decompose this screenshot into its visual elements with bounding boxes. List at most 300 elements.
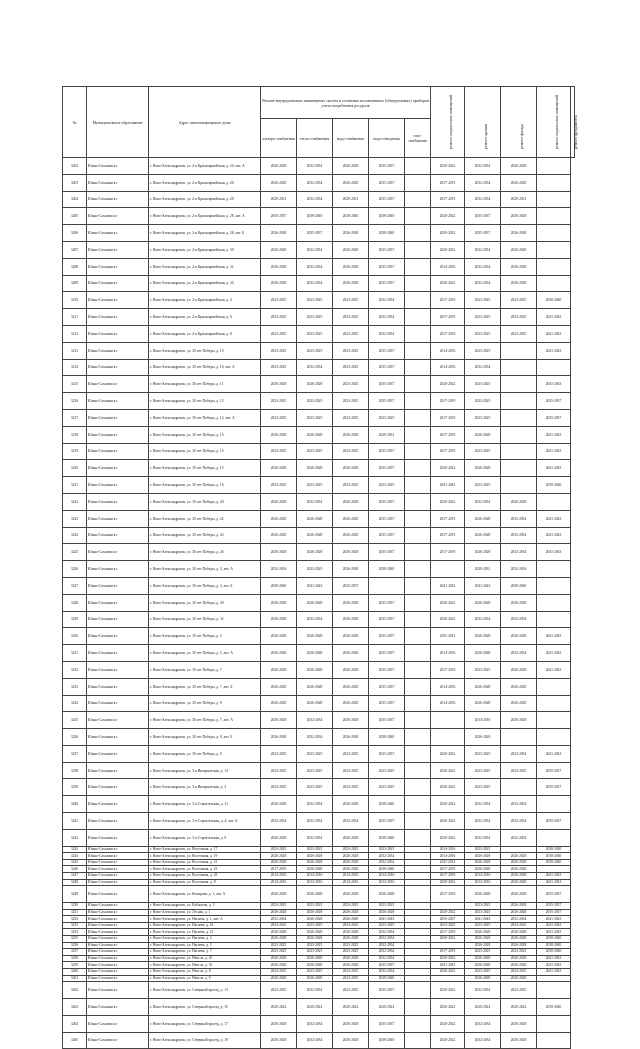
period-electro: 2026-2028	[261, 859, 297, 866]
row-address: г. Ново-Александровск, ул. 2-я Красноармейская, д. 34	[149, 275, 261, 292]
row-number: 3254	[63, 929, 87, 936]
period-gas	[405, 879, 431, 886]
period-water: 2023-2025	[333, 409, 369, 426]
period-facade: 2023-2025	[501, 922, 537, 929]
row-number: 3222	[63, 493, 87, 510]
table-row	[63, 561, 575, 578]
period-roof: 2026-2028	[465, 975, 501, 982]
period-foundation	[431, 975, 465, 982]
period-electro: 2023-2025	[261, 745, 297, 762]
period-water: 2026-2028	[333, 544, 369, 561]
table-row	[63, 873, 575, 880]
period-electro: 2026-2028	[261, 729, 297, 746]
period-foundation: 2017-2019	[431, 949, 465, 956]
row-address: г. Ново-Александровск, ул. Неисла, д. 9	[149, 975, 261, 982]
period-foundation: 2020-2022	[431, 813, 465, 830]
row-municipality: Южно-Сахалинск г	[87, 225, 149, 242]
period-roof: 2026-2028	[465, 695, 501, 712]
period-roof: 2026-2028	[465, 886, 501, 903]
period-foundation	[431, 729, 465, 746]
row-municipality: Южно-Сахалинск г	[87, 611, 149, 628]
table-row	[63, 191, 575, 208]
period-heat: 2023-2025	[297, 846, 333, 853]
table-row	[63, 275, 575, 292]
period-heat: 2023-2025	[297, 477, 333, 494]
period-electro: 2023-2025	[261, 968, 297, 975]
row-number: 3204	[63, 191, 87, 208]
period-roof: 2014-2016	[465, 712, 501, 729]
row-number: 3241	[63, 813, 87, 830]
table-row	[63, 886, 575, 903]
period-heat: 2023-2025	[297, 779, 333, 796]
table-row	[63, 258, 575, 275]
period-fund: 2041-2043	[537, 922, 571, 929]
row-address: г. Ново-Александровск, ул. Нагаева, д. 7	[149, 949, 261, 956]
period-sewer: 2035-2037	[369, 628, 405, 645]
period-facade	[501, 460, 537, 477]
row-municipality: Южно-Сахалинск г	[87, 813, 149, 830]
period-water: 2026-2028	[333, 866, 369, 873]
row-municipality: Южно-Сахалинск г	[87, 1032, 149, 1049]
row-municipality: Южно-Сахалинск г	[87, 949, 149, 956]
table-row	[63, 942, 575, 949]
row-municipality: Южно-Сахалинск г	[87, 829, 149, 846]
table-row	[63, 962, 575, 969]
period-foundation: 2011-2013	[431, 628, 465, 645]
period-fund: 2041-2043	[537, 342, 571, 359]
period-roof: 2026-2028	[465, 645, 501, 662]
col-header-facade: ремонт фасада	[501, 87, 537, 158]
row-number: 3236	[63, 729, 87, 746]
period-foundation: 2041-2043	[431, 477, 465, 494]
period-heat: 2032-2034	[297, 611, 333, 628]
period-water: 2023-2025	[333, 745, 369, 762]
table-row	[63, 174, 575, 191]
row-address: г. Ново-Александровск, ул. 3-я Строительная, д. 4, лит. А	[149, 813, 261, 830]
period-heat: 2026-2028	[297, 962, 333, 969]
period-gas	[405, 477, 431, 494]
period-electro: 2026-2028	[261, 645, 297, 662]
period-electro: 2023-2025	[261, 762, 297, 779]
period-water: 2023-2025	[333, 968, 369, 975]
period-sewer: 2035-2037	[369, 645, 405, 662]
row-number: 3262	[63, 982, 87, 999]
period-electro: 2026-2028	[261, 829, 297, 846]
row-number: 3203	[63, 174, 87, 191]
table-row	[63, 409, 575, 426]
period-electro: 2023-2025	[261, 949, 297, 956]
period-facade	[501, 779, 537, 796]
period-heat: 2026-2028	[297, 426, 333, 443]
row-municipality: Южно-Сахалинск г	[87, 628, 149, 645]
row-municipality: Южно-Сахалинск г	[87, 962, 149, 969]
period-gas	[405, 712, 431, 729]
table-row	[63, 342, 575, 359]
period-roof: 2041-2043	[465, 577, 501, 594]
col-header-water: водо-снабжения	[333, 119, 369, 158]
period-water: 2026-2028	[333, 955, 369, 962]
period-facade	[501, 426, 537, 443]
period-gas	[405, 158, 431, 175]
period-sewer	[369, 577, 405, 594]
row-number: 3264	[63, 1015, 87, 1032]
period-foundation: 2020-2022	[431, 998, 465, 1015]
period-gas	[405, 510, 431, 527]
period-fund	[537, 158, 571, 175]
period-fund	[537, 174, 571, 191]
period-roof: 2032-2034	[465, 1015, 501, 1032]
period-sewer: 2035-2037	[369, 695, 405, 712]
row-municipality: Южно-Сахалинск г	[87, 292, 149, 309]
period-sewer: 2032-2034	[369, 929, 405, 936]
row-municipality: Южно-Сахалинск г	[87, 661, 149, 678]
period-electro: 2032-2034	[261, 561, 297, 578]
period-heat: 2032-2034	[297, 1032, 333, 1049]
table-row	[63, 158, 575, 175]
period-electro: 2026-2028	[261, 376, 297, 393]
period-fund: 2038-2040	[537, 292, 571, 309]
table-row	[63, 982, 575, 999]
period-roof: 2032-2034	[465, 359, 501, 376]
table-row	[63, 903, 575, 910]
period-fund: 2041-2043	[537, 376, 571, 393]
period-heat: 2014-2016	[297, 879, 333, 886]
table-row	[63, 916, 575, 923]
row-address: г. Ново-Александровск, ул. 30 лет Победы, д. 9	[149, 695, 261, 712]
row-municipality: Южно-Сахалинск г	[87, 866, 149, 873]
col-header-basement: ремонт подвальных помещений	[537, 87, 571, 158]
period-roof: 2014-2016	[465, 879, 501, 886]
period-heat: 2023-2025	[297, 342, 333, 359]
period-sewer: 2035-2037	[369, 510, 405, 527]
period-foundation: 2020-2022	[431, 982, 465, 999]
period-water: 2023-2025	[333, 975, 369, 982]
row-municipality: Южно-Сахалинск г	[87, 909, 149, 916]
period-gas	[405, 661, 431, 678]
schedule-body	[63, 158, 575, 1049]
period-facade: 2026-2028	[501, 866, 537, 873]
period-roof: 2023-2025	[465, 376, 501, 393]
period-electro: 2017-2019	[261, 866, 297, 873]
row-address: г. Ново-Александровск, ул. Восточная, д. 17	[149, 846, 261, 853]
period-electro: 2026-2028	[261, 611, 297, 628]
period-heat: 2023-2025	[297, 942, 333, 949]
period-sewer: 2035-2037	[369, 174, 405, 191]
row-municipality: Южно-Сахалинск г	[87, 886, 149, 903]
period-sewer: 2032-2034	[369, 955, 405, 962]
period-electro: 2026-2028	[261, 712, 297, 729]
period-facade: 2023-2025	[501, 968, 537, 975]
period-heat: 2026-2028	[297, 661, 333, 678]
table-row	[63, 955, 575, 962]
row-municipality: Южно-Сахалинск г	[87, 191, 149, 208]
period-sewer: 2035-2037	[369, 158, 405, 175]
period-foundation	[431, 942, 465, 949]
period-fund: 2041-2043	[537, 544, 571, 561]
period-heat: 2026-2028	[297, 853, 333, 860]
period-heat: 2032-2034	[297, 158, 333, 175]
period-fund: 2035-2037	[537, 886, 571, 903]
period-water: 2026-2028	[333, 241, 369, 258]
period-gas	[405, 443, 431, 460]
period-sewer: 2041-2043	[369, 916, 405, 923]
table-row	[63, 1032, 575, 1049]
period-facade: 2032-2034	[501, 527, 537, 544]
period-gas	[405, 225, 431, 242]
row-number: 3257	[63, 949, 87, 956]
period-fund: 2041-2043	[537, 916, 571, 923]
period-foundation	[431, 903, 465, 910]
period-electro: 2026-2028	[261, 426, 297, 443]
period-gas	[405, 594, 431, 611]
period-heat: 2026-2028	[297, 678, 333, 695]
period-water: 2026-2028	[333, 916, 369, 923]
row-number: 3205	[63, 208, 87, 225]
period-sewer: 2038-2040	[369, 829, 405, 846]
period-fund	[537, 225, 571, 242]
period-facade: 2026-2028	[501, 275, 537, 292]
period-sewer: 2038-2040	[369, 208, 405, 225]
period-fund	[537, 695, 571, 712]
table-row	[63, 678, 575, 695]
period-water: 2023-2025	[333, 393, 369, 410]
period-heat: 2026-2028	[297, 955, 333, 962]
period-sewer: 2032-2034	[369, 309, 405, 326]
row-number: 3215	[63, 376, 87, 393]
row-address: г. Ново-Александровск, ул. 3-я Строительная, д. 11	[149, 796, 261, 813]
period-sewer: 2014-2016	[369, 873, 405, 880]
period-roof: 2029-2031	[465, 561, 501, 578]
period-heat: 2023-2025	[297, 949, 333, 956]
period-sewer: 2038-2040	[369, 975, 405, 982]
row-address: г. Ново-Александровск, ул. Восточная, д. 19	[149, 853, 261, 860]
period-sewer: 2023-2025	[369, 846, 405, 853]
row-address: г. Ново-Александровск, ул. 30 лет Победы, д. 24	[149, 527, 261, 544]
period-roof: 2023-2025	[465, 762, 501, 779]
period-roof: 2023-2025	[465, 745, 501, 762]
row-municipality: Южно-Сахалинск г	[87, 779, 149, 796]
period-water: 2029-2031	[333, 191, 369, 208]
table-row	[63, 325, 575, 342]
period-gas	[405, 859, 431, 866]
period-fund	[537, 208, 571, 225]
period-water: 2026-2028	[333, 174, 369, 191]
table-row	[63, 225, 575, 242]
period-sewer: 2035-2037	[369, 191, 405, 208]
period-gas	[405, 628, 431, 645]
row-number: 3219	[63, 443, 87, 460]
period-gas	[405, 309, 431, 326]
period-water: 2026-2028	[333, 929, 369, 936]
period-facade: 2026-2028	[501, 859, 537, 866]
period-facade: 2026-2028	[501, 208, 537, 225]
row-number: 3256	[63, 942, 87, 949]
row-municipality: Южно-Сахалинск г	[87, 955, 149, 962]
row-number: 3252	[63, 916, 87, 923]
row-address: г. Ново-Александровск, ул. 30 лет Победы, д. 26	[149, 544, 261, 561]
period-fund	[537, 975, 571, 982]
period-electro: 2026-2028	[261, 225, 297, 242]
period-roof: 2023-2025	[465, 325, 501, 342]
period-facade: 2032-2034	[501, 645, 537, 662]
period-roof: 2026-2028	[465, 729, 501, 746]
row-number: 3209	[63, 275, 87, 292]
row-municipality: Южно-Сахалинск г	[87, 460, 149, 477]
period-electro: 2029-2031	[261, 191, 297, 208]
row-municipality: Южно-Сахалинск г	[87, 762, 149, 779]
period-roof: 2014-2016	[465, 873, 501, 880]
period-heat: 2023-2025	[297, 745, 333, 762]
row-municipality: Южно-Сахалинск г	[87, 510, 149, 527]
period-electro: 2026-2028	[261, 275, 297, 292]
table-row	[63, 443, 575, 460]
period-fund: 2041-2043	[537, 955, 571, 962]
period-electro: 2038-2040	[261, 577, 297, 594]
period-facade: 2023-2025	[501, 309, 537, 326]
period-fund: 2035-2037	[537, 813, 571, 830]
period-facade	[501, 393, 537, 410]
table-row	[63, 292, 575, 309]
period-heat: 2026-2028	[297, 916, 333, 923]
period-roof: 2023-2025	[465, 949, 501, 956]
period-foundation: 2017-2019	[431, 527, 465, 544]
row-number: 3202	[63, 158, 87, 175]
period-water: 2026-2028	[333, 493, 369, 510]
period-facade	[501, 359, 537, 376]
period-gas	[405, 275, 431, 292]
period-facade: 2038-2040	[501, 577, 537, 594]
period-roof: 2032-2034	[465, 174, 501, 191]
period-roof: 2026-2028	[465, 426, 501, 443]
period-foundation: 2020-2022	[431, 779, 465, 796]
period-foundation	[431, 561, 465, 578]
period-fund	[537, 982, 571, 999]
period-roof: 2041-2043	[465, 916, 501, 923]
period-foundation: 2014-2016	[431, 853, 465, 860]
row-municipality: Южно-Сахалинск г	[87, 158, 149, 175]
row-municipality: Южно-Сахалинск г	[87, 873, 149, 880]
table-row	[63, 645, 575, 662]
table-row	[63, 460, 575, 477]
period-facade: 2026-2028	[501, 241, 537, 258]
period-facade: 2026-2028	[501, 942, 537, 949]
row-address: г. Ново-Александровск, ул. Восточная, д. 23	[149, 866, 261, 873]
row-address: г. Ново-Александровск, ул. 2-я Красноармейская, д. 28, лит. А	[149, 208, 261, 225]
table-row	[63, 393, 575, 410]
period-heat: 2032-2034	[297, 982, 333, 999]
row-number: 3261	[63, 975, 87, 982]
period-electro: 2032-2034	[261, 916, 297, 923]
period-electro: 2023-2025	[261, 292, 297, 309]
row-address: г. Ново-Александровск, ул. 30 лет Победы, д. 30	[149, 594, 261, 611]
period-foundation: 2017-2019	[431, 426, 465, 443]
period-fund: 2041-2043	[537, 873, 571, 880]
table-row	[63, 577, 575, 594]
row-address: г. Ново-Александровск, ул. Нагаева, д. 5	[149, 942, 261, 949]
period-roof: 2023-2025	[465, 903, 501, 910]
period-heat: 2023-2025	[297, 409, 333, 426]
period-foundation: 2017-2019	[431, 866, 465, 873]
period-heat: 2026-2028	[297, 376, 333, 393]
row-number: 3260	[63, 968, 87, 975]
row-address: г. Ново-Александровск, ул. 30 лет Победы, д. 10	[149, 342, 261, 359]
period-electro: 2023-2025	[261, 342, 297, 359]
period-gas	[405, 955, 431, 962]
repair-schedule-table	[62, 86, 578, 1049]
period-electro: 2026-2028	[261, 1015, 297, 1032]
period-heat: 2038-2040	[297, 208, 333, 225]
period-facade: 2026-2028	[501, 258, 537, 275]
period-facade: 2026-2028	[501, 1015, 537, 1032]
period-facade: 2023-2025	[501, 949, 537, 956]
period-heat: 2032-2034	[297, 275, 333, 292]
row-address: г. Ново-Александровск, ул. 2-я Красноармейская, д. 32	[149, 258, 261, 275]
period-gas	[405, 645, 431, 662]
period-heat: 2026-2028	[297, 936, 333, 943]
period-electro: 2026-2028	[261, 962, 297, 969]
row-municipality: Южно-Сахалинск г	[87, 645, 149, 662]
period-gas	[405, 968, 431, 975]
period-water: 2023-2025	[333, 342, 369, 359]
period-gas	[405, 866, 431, 873]
period-water: 2026-2028	[333, 158, 369, 175]
period-sewer: 2035-2037	[369, 594, 405, 611]
period-facade: 2026-2028	[501, 225, 537, 242]
period-gas	[405, 846, 431, 853]
row-municipality: Южно-Сахалинск г	[87, 846, 149, 853]
table-row	[63, 846, 575, 853]
row-address: г. Ново-Александровск, ул. 30 лет Победы, д. 7	[149, 661, 261, 678]
period-foundation: 2017-2019	[431, 873, 465, 880]
period-electro: 2023-2025	[261, 393, 297, 410]
row-number: 3220	[63, 460, 87, 477]
period-water: 2023-2025	[333, 903, 369, 910]
period-foundation: 2020-2022	[431, 936, 465, 943]
period-facade: 2026-2028	[501, 909, 537, 916]
period-heat: 2026-2028	[297, 866, 333, 873]
table-row	[63, 929, 575, 936]
period-sewer: 2032-2034	[369, 936, 405, 943]
period-facade: 2023-2034	[501, 745, 537, 762]
period-gas	[405, 561, 431, 578]
period-heat: 2023-2025	[297, 309, 333, 326]
period-fund: 2041-2043	[537, 962, 571, 969]
row-number: 3242	[63, 829, 87, 846]
period-fund	[537, 796, 571, 813]
period-electro: 2026-2028	[261, 661, 297, 678]
period-gas	[405, 191, 431, 208]
period-fund	[537, 1015, 571, 1032]
period-fund: 2038-2040	[537, 936, 571, 943]
period-heat: 2032-2034	[297, 712, 333, 729]
period-roof: 2023-2025	[465, 292, 501, 309]
period-gas	[405, 942, 431, 949]
row-address: г. Ново-Александровск, ул. 30 лет Победы, д. 14	[149, 443, 261, 460]
period-foundation: 2017-2019	[431, 292, 465, 309]
period-facade: 2026-2028	[501, 936, 537, 943]
period-gas	[405, 241, 431, 258]
period-roof: 2023-2025	[465, 846, 501, 853]
period-facade: 2026-2028	[501, 975, 537, 982]
period-heat: 2014-2016	[297, 873, 333, 880]
period-gas	[405, 426, 431, 443]
row-municipality: Южно-Сахалинск г	[87, 968, 149, 975]
period-foundation: 2014-2016	[431, 645, 465, 662]
row-address: г. Ново-Александровск, ул. 3-я Строительная, д. 9	[149, 829, 261, 846]
period-heat: 2026-2028	[297, 527, 333, 544]
period-fund: 2041-2043	[537, 645, 571, 662]
period-facade: 2026-2028	[501, 628, 537, 645]
